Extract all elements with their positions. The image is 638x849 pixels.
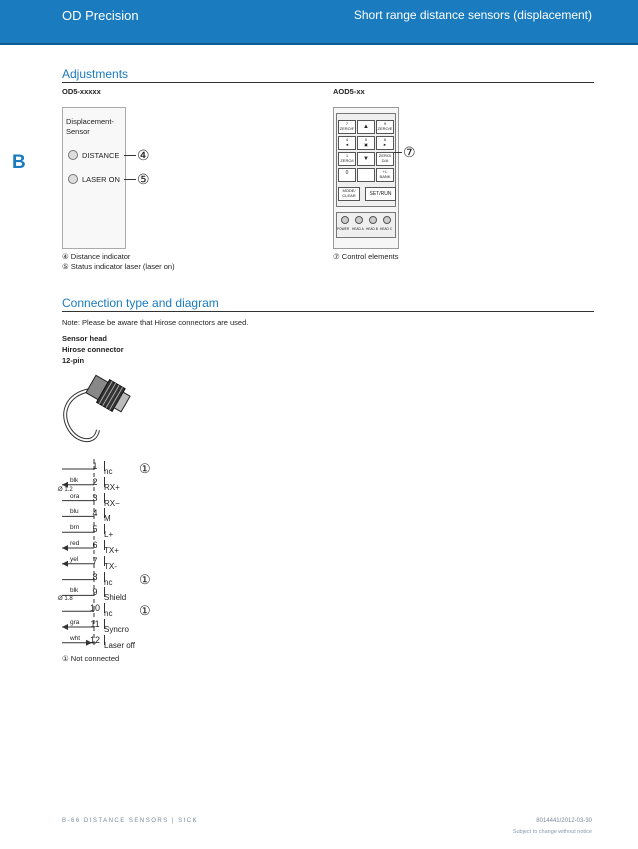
not-connected-marker: ① xyxy=(139,461,151,476)
laser-led xyxy=(68,174,78,184)
pin-signal: RX+ xyxy=(104,482,120,492)
key-1[interactable]: 1 ZERO/I xyxy=(338,152,356,166)
key-set-run[interactable]: SET/RUN xyxy=(365,187,396,201)
pin-signal: M xyxy=(104,514,111,524)
right-model-label: AOD5-xx xyxy=(333,87,365,96)
pin-signal: nc xyxy=(104,577,113,587)
wire-color: wht xyxy=(70,634,81,642)
head-b-led-label: HEAD B xyxy=(366,227,378,231)
head-c-led xyxy=(383,216,391,224)
connection-note: Note: Please be aware that Hirose connectors are used. xyxy=(62,318,249,327)
pin-number: 11 xyxy=(86,619,105,629)
left-model-label: OD5-xxxxx xyxy=(62,87,101,96)
pin-signal: Shield xyxy=(104,593,127,603)
heading-hirose-connector: Hirose connector xyxy=(62,345,124,354)
control-callout: ⑦ xyxy=(403,144,416,160)
head-b-led xyxy=(369,216,377,224)
distance-leader-line xyxy=(124,155,136,156)
cable2-diameter: Ø 1.8 xyxy=(58,596,73,602)
head-a-led-label: HEAD A xyxy=(352,227,364,231)
note-laser-indicator: ⑤ Status indicator laser (laser on) xyxy=(62,262,175,271)
panel-device-label: Displacement- Sensor xyxy=(66,117,114,136)
key-9[interactable]: 9 ZERO/E xyxy=(376,120,394,134)
footer-document-number: 8014441/2012-03-30 xyxy=(536,818,592,824)
cable1-diameter: Ø 1.2 xyxy=(58,487,73,493)
distance-led-label: DISTANCE xyxy=(82,151,120,160)
laser-led-label: LASER ON xyxy=(82,175,120,184)
connection-title: Connection type and diagram xyxy=(62,296,219,310)
product-category-title: Short range distance sensors (displacement) xyxy=(353,8,592,22)
wire-color: gra xyxy=(70,619,80,626)
key-up[interactable]: ▲ xyxy=(357,120,375,134)
pin-number: 9 xyxy=(86,587,105,597)
pin-signal: nc xyxy=(104,609,113,619)
key-0[interactable]: 0 xyxy=(338,168,356,182)
section-letter: B xyxy=(12,152,26,173)
footer-page-info: B-66 DISTANCE SENSORS | SICK xyxy=(62,818,199,824)
adjustments-rule xyxy=(62,82,594,83)
not-connected-marker: ① xyxy=(139,603,151,619)
not-connected-marker: ① xyxy=(139,571,151,587)
adjustments-title: Adjustments xyxy=(62,67,129,81)
connection-rule xyxy=(62,311,594,312)
product-family-title: OD Precision xyxy=(62,8,139,23)
note-control-elements: ⑦ Control elements xyxy=(333,252,399,261)
pin-number: 2 xyxy=(86,477,105,487)
header-underline xyxy=(0,43,638,45)
hirose-connector-illustration xyxy=(60,370,150,450)
footnote-not-connected: ① Not connected xyxy=(62,654,120,663)
key-bank[interactable]: +/- BANK xyxy=(376,168,394,182)
pin-number: 5 xyxy=(86,524,105,534)
key-blank[interactable] xyxy=(357,168,375,182)
key-4[interactable]: 4 ◄ xyxy=(338,136,356,150)
pin-number: 4 xyxy=(86,508,105,518)
pin-signal: Laser off xyxy=(104,640,135,650)
pin-number: 3 xyxy=(86,493,105,503)
footer-disclaimer: Subject to change without notice xyxy=(512,829,592,835)
key-zero-da[interactable]: ZERO/ D/A xyxy=(376,152,394,166)
key-7[interactable]: 7 ZERO/F xyxy=(338,120,356,134)
laser-leader-line xyxy=(124,179,136,180)
pin-number: 10 xyxy=(86,603,105,613)
wire-color: red xyxy=(70,540,80,547)
pin-signal: nc xyxy=(104,467,113,476)
wire-color: yel xyxy=(70,555,79,563)
head-c-led-label: HEAD C xyxy=(380,227,393,231)
pin-signal: L+ xyxy=(104,530,114,540)
pin-number: 6 xyxy=(86,540,105,550)
key-mode-clear[interactable]: MODE/ CLEAR xyxy=(338,187,360,201)
page-header xyxy=(0,0,638,43)
pin-signal: Syncro xyxy=(104,625,129,634)
key-down[interactable]: ▼ xyxy=(357,152,375,166)
heading-pin-count: 12-pin xyxy=(62,356,85,365)
wire-color: blk xyxy=(70,476,79,484)
pin-number: 8 xyxy=(86,572,105,582)
note-distance-indicator: ④ Distance indicator xyxy=(62,252,131,261)
wire-arrow-6 xyxy=(62,545,68,551)
pin-number: 7 xyxy=(86,556,105,566)
control-leader-line xyxy=(394,152,402,153)
wire-arrow-7 xyxy=(62,561,68,567)
pin-signal: RX− xyxy=(104,498,120,508)
power-led-label: POWER xyxy=(337,227,350,231)
key-6[interactable]: 6 ► xyxy=(376,136,394,150)
distance-led xyxy=(68,150,78,160)
wire-arrow-11 xyxy=(62,624,68,630)
heading-sensor-head: Sensor head xyxy=(62,334,108,343)
wire-color: brn xyxy=(70,524,80,532)
pin-signal: TX+ xyxy=(104,546,119,555)
laser-callout: ⑤ xyxy=(137,171,150,187)
pin-signal: TX- xyxy=(104,561,117,571)
key-5[interactable]: 5 ▣ xyxy=(357,136,375,150)
wire-color: blu xyxy=(70,508,79,516)
pin-number: 12 xyxy=(86,635,105,645)
pin-number: 1 xyxy=(86,461,105,471)
wire-color: ora xyxy=(70,492,80,500)
power-led xyxy=(341,216,349,224)
wire-color: blk xyxy=(70,587,79,595)
distance-callout: ④ xyxy=(137,147,150,163)
head-a-led xyxy=(355,216,363,224)
